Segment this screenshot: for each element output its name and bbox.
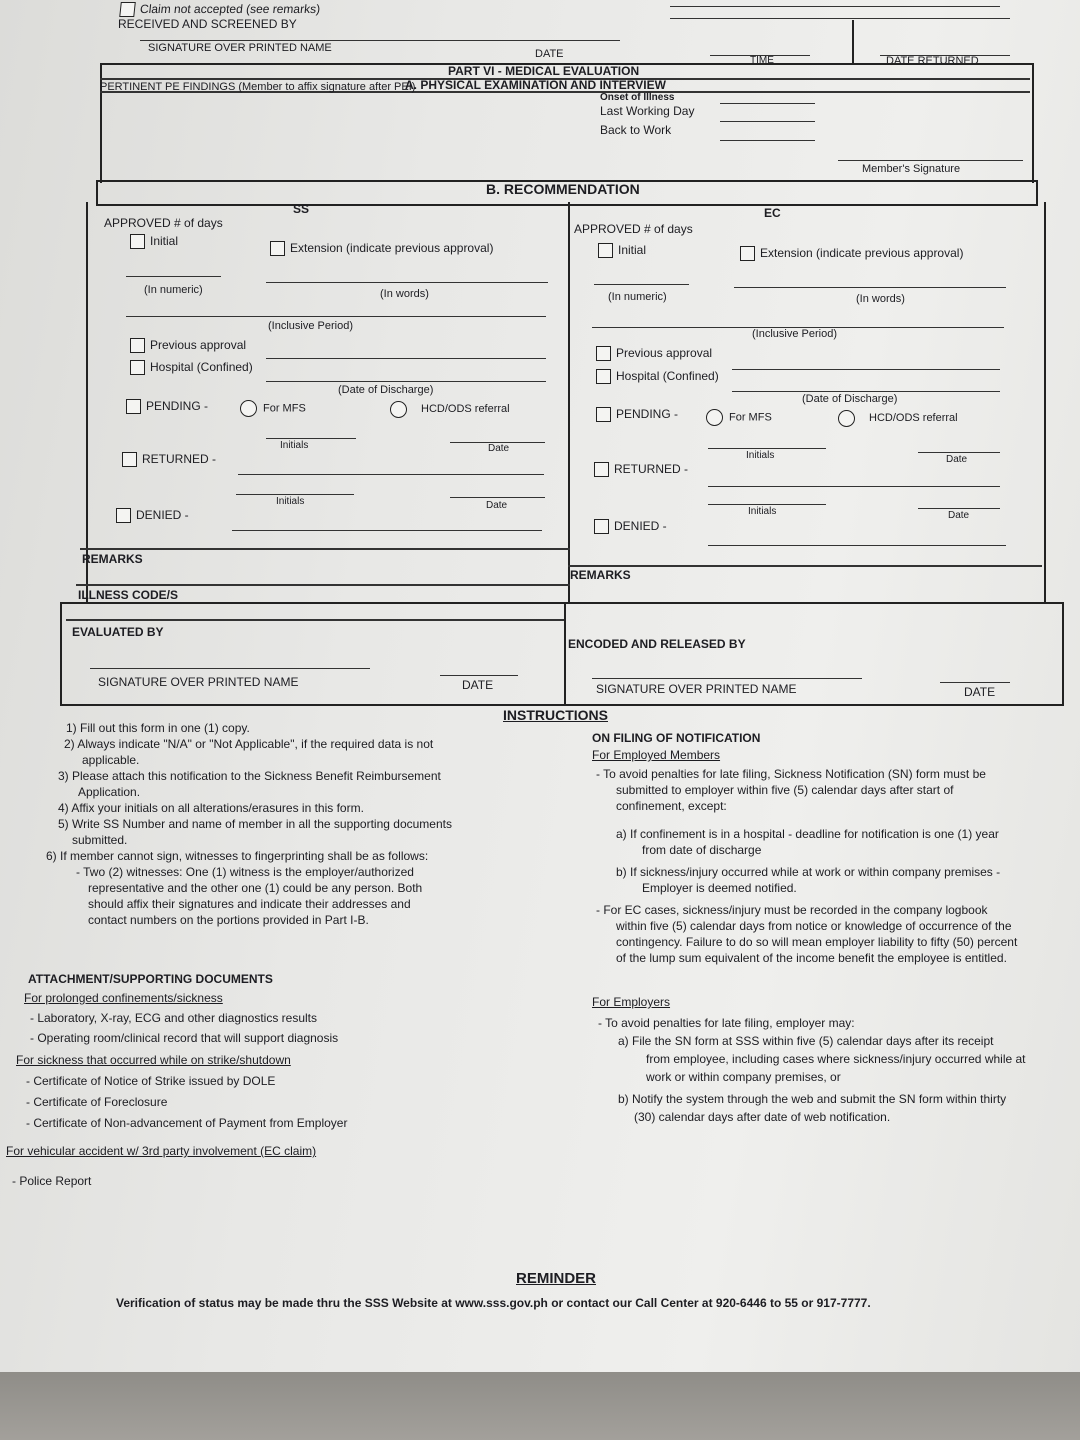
ss-returned-option[interactable] [122, 452, 216, 467]
ec-pending-label: PENDING - [616, 407, 679, 421]
ss-date-of-discharge-label: (Date of Discharge) [338, 384, 434, 396]
ec-remarks-label: REMARKS [570, 568, 631, 582]
filing-item: within five (5) calendar days from notice or knowledge of occurrence of the [616, 919, 1012, 933]
ss-pending-checkbox[interactable] [126, 399, 141, 414]
filing-item: b) If sickness/injury occurred while at work or within company premises - [616, 865, 1001, 879]
pertinent-pe-findings-label: PERTINENT PE FINDINGS (Member to affix signature after PEI) [100, 81, 416, 93]
ec-hcd-ods-option[interactable] [838, 410, 958, 427]
received-signature-label: SIGNATURE OVER PRINTED NAME [148, 42, 332, 54]
ec-returned-option[interactable] [594, 462, 688, 477]
instruction-item: 4) Affix your initials on all alterations/erasures in this form. [58, 801, 364, 815]
background-surface [0, 1372, 1080, 1440]
encoded-date-label: DATE [964, 685, 996, 699]
instruction-item: 1) Fill out this form in one (1) copy. [66, 721, 250, 735]
ss-hospital-checkbox[interactable] [130, 360, 145, 375]
filing-item: work or within company premises, or [646, 1070, 841, 1084]
filing-item: submitted to employer within five (5) calendar days after start of [616, 783, 954, 797]
ss-in-words-label: (In words) [380, 288, 429, 300]
filing-item: a) File the SN form at SSS within five (5) calendar days after its receipt [618, 1034, 994, 1048]
instruction-item: 5) Write SS Number and name of member in all the supporting documents [58, 817, 452, 831]
ec-for-mfs-option[interactable] [706, 409, 772, 426]
employers-heading: For Employers [592, 995, 671, 1009]
instruction-item: submitted. [72, 833, 128, 847]
ss-returned-checkbox[interactable] [122, 452, 137, 467]
ec-denied-label: DENIED - [614, 519, 667, 533]
ec-hospital-option[interactable] [596, 369, 719, 384]
ss-previous-approval-label: Previous approval [150, 338, 247, 352]
recommendation-body [86, 202, 1046, 604]
instruction-item: should affix their signatures and indicate their addresses and [88, 897, 411, 911]
ss-previous-approval-checkbox[interactable] [130, 338, 145, 353]
members-signature-label: Member's Signature [862, 163, 961, 175]
encoded-signature-label: SIGNATURE OVER PRINTED NAME [596, 682, 797, 696]
ec-initial-checkbox[interactable] [598, 243, 613, 258]
instruction-item: 6) If member cannot sign, witnesses to fingerprinting shall be as follows: [46, 849, 429, 863]
reminder-text: Verification of status may be made thru the SSS Website at www.sss.gov.ph or contact our Call Center at 920-6446 to 55 or 917-7777. [116, 1296, 871, 1310]
ss-returned-date-label: Date [486, 500, 508, 511]
ss-previous-approval-option[interactable] [130, 338, 246, 353]
prolonged-heading: For prolonged confinements/sickness [24, 991, 223, 1005]
strike-list [26, 1073, 347, 1131]
ec-inclusive-period-label: (Inclusive Period) [752, 328, 837, 340]
ec-pending-date-label: Date [946, 454, 968, 465]
ss-inclusive-period-label: (Inclusive Period) [268, 320, 353, 332]
ss-initial-label: Initial [150, 234, 179, 248]
ec-pending-initials-label: Initials [746, 450, 775, 461]
ss-for-mfs-option[interactable] [240, 400, 306, 417]
filing-item: (30) calendar days after date of web notification. [634, 1110, 891, 1124]
last-working-day-label: Last Working Day [600, 104, 695, 118]
ec-initial-option[interactable] [598, 243, 646, 258]
instruction-item: Application. [78, 785, 141, 799]
evaluated-by-label: EVALUATED BY [72, 625, 164, 639]
instruction-item: 2) Always indicate "N/A" or "Not Applicable", if the required data is not [64, 737, 434, 751]
vehicular-list [12, 1173, 91, 1189]
recommendation-title: B. RECOMMENDATION [486, 181, 640, 197]
part-vi-title: PART VI - MEDICAL EVALUATION [448, 64, 640, 78]
ec-denied-checkbox[interactable] [594, 519, 609, 534]
reminder-title: REMINDER [516, 1270, 597, 1287]
section-a-title: A. PHYSICAL EXAMINATION AND INTERVIEW [405, 78, 666, 92]
ec-previous-approval-label: Previous approval [616, 346, 713, 360]
ss-returned-initials-label: Initials [276, 496, 305, 507]
filing-item: - To avoid penalties for late filing, employer may: [598, 1016, 855, 1030]
instruction-item: applicable. [82, 753, 140, 767]
filing-item: from date of discharge [642, 843, 762, 857]
back-to-work-label: Back to Work [600, 123, 672, 137]
ec-hcd-ods-radio[interactable] [838, 410, 855, 427]
ec-in-numeric-label: (In numeric) [608, 291, 667, 303]
ec-for-mfs-label: For MFS [729, 411, 772, 424]
ss-remarks-label: REMARKS [82, 552, 143, 566]
ss-hospital-option[interactable] [130, 360, 253, 375]
filing-item: from employee, including cases where sickness/injury occurred while at [646, 1052, 1026, 1066]
filing-item: contingency. Failure to do so will mean employer liability to fifty (50) percent [616, 935, 1018, 949]
ec-hospital-checkbox[interactable] [596, 369, 611, 384]
ec-for-mfs-radio[interactable] [706, 409, 723, 426]
ss-denied-checkbox[interactable] [116, 508, 131, 523]
ss-returned-label: RETURNED - [142, 452, 216, 466]
ss-hcd-ods-radio[interactable] [390, 401, 407, 418]
instructions-list [46, 720, 508, 928]
ss-extension-option[interactable] [270, 241, 493, 256]
ss-initial-checkbox[interactable] [130, 234, 145, 249]
ec-heading: EC [764, 206, 781, 220]
ec-returned-initials-label: Initials [748, 506, 777, 517]
ss-heading: SS [293, 202, 310, 216]
attachment-item: - Certificate of Foreclosure [26, 1095, 168, 1109]
ss-pending-date-label: Date [488, 443, 510, 454]
illness-codes-label: ILLNESS CODE/S [78, 588, 179, 602]
ss-in-numeric-label: (In numeric) [144, 284, 203, 296]
filing-item: a) If confinement is in a hospital - deadline for notification is one (1) year [616, 827, 999, 841]
filing-item: - For EC cases, sickness/injury must be recorded in the company logbook [596, 903, 988, 917]
ss-hcd-ods-label: HCD/ODS referral [421, 403, 510, 416]
ss-for-mfs-label: For MFS [263, 402, 306, 415]
strike-heading: For sickness that occurred while on strike/shutdown [16, 1053, 291, 1067]
ec-previous-approval-checkbox[interactable] [596, 346, 611, 361]
encoded-released-by-label: ENCODED AND RELEASED BY [568, 637, 746, 651]
received-date-label: DATE [535, 48, 564, 60]
vehicular-heading: For vehicular accident w/ 3rd party involvement (EC claim) [6, 1144, 317, 1158]
attachment-item: - Laboratory, X-ray, ECG and other diagnostics results [30, 1011, 318, 1025]
filing-item: confinement, except: [616, 799, 727, 813]
ss-extension-label: Extension (indicate previous approval) [290, 241, 494, 255]
ec-returned-date-label: Date [948, 510, 970, 521]
filing-item: of the lump sum equivalent of the income benefit the employee is entitled. [616, 951, 1007, 965]
filing-item: Employer is deemed notified. [642, 881, 797, 895]
ss-pending-label: PENDING - [146, 399, 209, 413]
attachment-item: - Certificate of Non-advancement of Payment from Employer [26, 1116, 348, 1130]
ec-extension-checkbox[interactable] [740, 246, 755, 261]
instruction-item: contact numbers on the portions provided in Part I-B. [88, 913, 369, 927]
ec-denied-option[interactable] [594, 519, 667, 534]
claim-not-accepted-checkbox[interactable] [119, 2, 136, 17]
ss-approved-days-label: APPROVED # of days [104, 216, 223, 230]
claim-not-accepted-row [119, 2, 321, 17]
ss-hcd-ods-option[interactable] [390, 401, 510, 418]
ss-denied-option[interactable] [116, 508, 189, 523]
ec-in-words-label: (In words) [856, 293, 905, 305]
employed-heading: For Employed Members [592, 748, 721, 762]
filing-item: - To avoid penalties for late filing, Sickness Notification (SN) form must be [596, 767, 986, 781]
ec-previous-approval-option[interactable] [596, 346, 712, 361]
ss-denied-label: DENIED - [136, 508, 189, 522]
ss-initial-option[interactable] [130, 234, 178, 249]
attachment-item: - Operating room/clinical record that will support diagnosis [30, 1031, 339, 1045]
onset-of-illness-label: Onset of Illness [600, 92, 675, 103]
date-returned-label: DATE RETURNED [886, 55, 979, 67]
ss-pending-option[interactable] [126, 399, 208, 414]
attachments-title: ATTACHMENT/SUPPORTING DOCUMENTS [28, 972, 273, 986]
ec-returned-checkbox[interactable] [594, 462, 609, 477]
prolonged-list [30, 1010, 338, 1046]
attachment-item: - Police Report [12, 1174, 92, 1188]
evaluated-date-label: DATE [462, 678, 494, 692]
ec-extension-label: Extension (indicate previous approval) [760, 246, 964, 260]
ec-returned-label: RETURNED - [614, 462, 688, 476]
instruction-item: 3) Please attach this notification to the Sickness Benefit Reimbursement [58, 769, 441, 783]
instruction-item: - Two (2) witnesses: One (1) witness is the employer/authorized [76, 865, 414, 879]
ss-hospital-label: Hospital (Confined) [150, 360, 253, 374]
ss-pending-initials-label: Initials [280, 440, 309, 451]
ec-pending-option[interactable] [596, 407, 678, 422]
ec-hcd-ods-label: HCD/ODS referral [869, 412, 958, 425]
received-screened-by-label: RECEIVED AND SCREENED BY [118, 17, 297, 31]
ss-for-mfs-radio[interactable] [240, 400, 257, 417]
ss-extension-checkbox[interactable] [270, 241, 285, 256]
ec-approved-days-label: APPROVED # of days [574, 222, 693, 236]
ec-pending-checkbox[interactable] [596, 407, 611, 422]
instruction-item: representative and the other one (1) could be any person. Both [88, 881, 423, 895]
evaluation-footer-box [60, 602, 1064, 706]
employed-list [596, 766, 1066, 966]
ec-extension-option[interactable] [740, 246, 963, 261]
evaluated-signature-label: SIGNATURE OVER PRINTED NAME [98, 675, 299, 689]
filing-item: b) Notify the system through the web and submit the SN form within thirty [618, 1092, 1007, 1106]
attachment-item: - Certificate of Notice of Strike issued by DOLE [26, 1074, 276, 1088]
claim-not-accepted-label: Claim not accepted (see remarks) [139, 2, 321, 16]
ec-hospital-label: Hospital (Confined) [616, 369, 719, 383]
ec-initial-label: Initial [618, 243, 647, 257]
instructions-title: INSTRUCTIONS [503, 707, 608, 723]
received-time-label: TIME [750, 55, 774, 66]
employers-list [598, 1014, 1068, 1126]
ec-date-of-discharge-label: (Date of Discharge) [802, 393, 898, 405]
filing-title: ON FILING OF NOTIFICATION [592, 731, 761, 745]
